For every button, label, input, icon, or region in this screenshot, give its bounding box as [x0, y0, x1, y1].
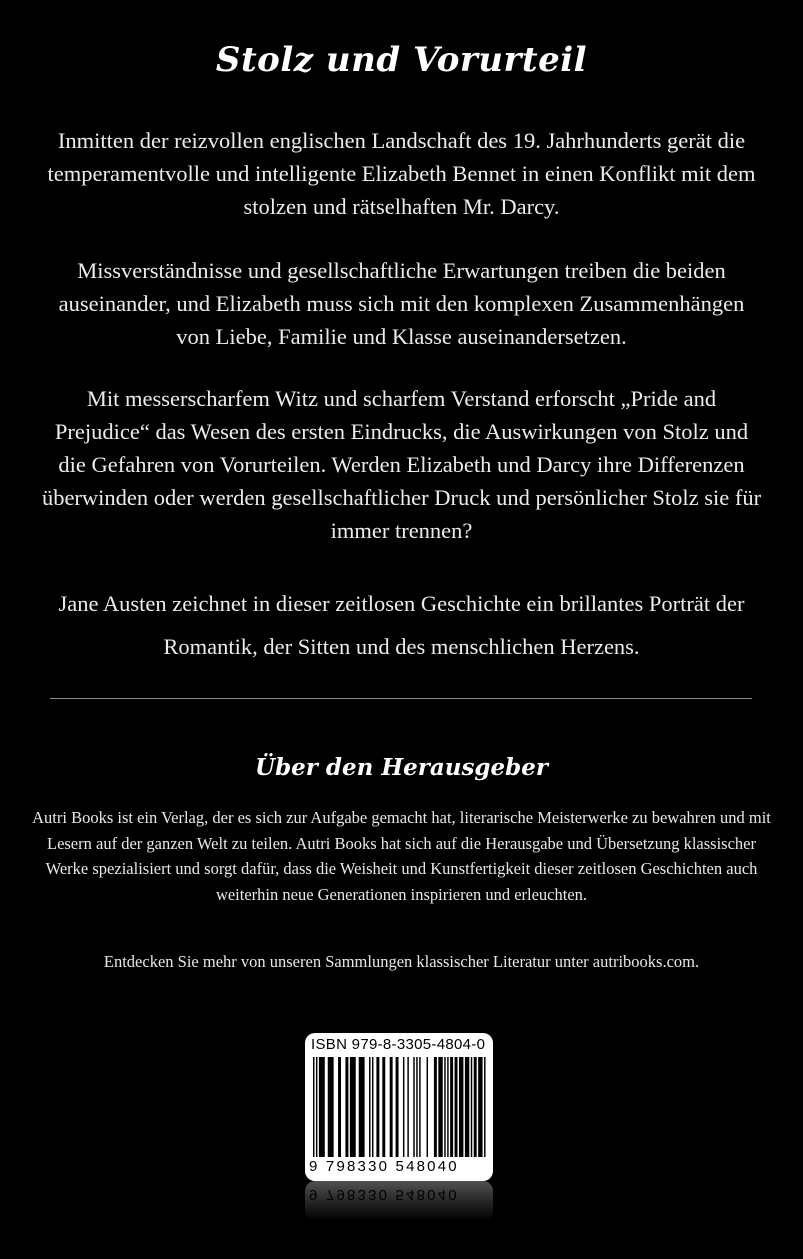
barcode-bar	[427, 1057, 428, 1157]
barcode-bar	[474, 1057, 477, 1157]
barcode-bar	[455, 1057, 458, 1157]
blurb-paragraph-1: Inmitten der reizvollen englischen Landschaft des 19. Jahrhunderts gerät die temperamentvolle und intelligente Elizabeth Bennet in einen Konflikt mit dem stolzen und rätselhaften Mr. Darcy.	[47, 128, 756, 219]
barcode-bar	[407, 1057, 408, 1157]
barcode-bar	[350, 1057, 356, 1157]
barcode-bar	[478, 1057, 482, 1157]
barcode-bar	[413, 1057, 414, 1157]
barcode-bar	[444, 1057, 445, 1157]
book-title: Stolz und Vorurteil	[215, 40, 588, 80]
barcode-reflection	[305, 1181, 493, 1221]
isbn-barcode	[305, 1033, 493, 1181]
barcode-bar	[434, 1057, 437, 1157]
reflection-digits: 9 798330 548040	[309, 1186, 459, 1203]
barcode-bars	[313, 1057, 487, 1157]
barcode-bar	[438, 1057, 442, 1157]
barcode-bar	[396, 1057, 399, 1157]
barcode-bar	[447, 1057, 448, 1157]
barcode-digits: 9 798330 548040	[309, 1158, 459, 1175]
barcode-bar	[359, 1057, 365, 1157]
barcode-bar	[471, 1057, 472, 1157]
barcode-bar	[403, 1057, 404, 1157]
barcode-bar	[328, 1057, 334, 1157]
barcode-bar	[369, 1057, 370, 1157]
publisher-paragraph-1: Autri Books ist ein Verlag, der es sich zur Aufgabe gemacht hat, literarische Meisterwerke zu bewahren und mit Lesern auf der ganzen Welt zu teilen. Autri Books hat sich auf die Herausgabe und Übersetzung klassischer Werke spezialisiert und sorgt dafür, dass die Weisheit und Kunstfertigkeit dieser zeitlosen Geschichten auch weiterhin neue Generationen inspirieren und erleuchten.	[32, 808, 771, 904]
blurb-paragraph-3: Mit messerscharfem Witz und scharfem Verstand erforscht „Pride and Prejudice“ das Wesen des ersten Eindrucks, die Auswirkungen von Stolz und die Gefahren von Vorurteilen. Werden Elizabeth und Darcy ihre Differenzen überwinden oder werden gesellschaftlicher Druck und persönlicher Stolz sie für immer trennen?	[41, 386, 762, 543]
barcode-bar	[313, 1057, 314, 1157]
isbn-label: ISBN 979-8-3305-4804-0	[311, 1036, 486, 1053]
barcode-bar	[459, 1057, 463, 1157]
barcode-bar	[484, 1057, 485, 1157]
barcode-bar	[376, 1057, 379, 1157]
publisher-paragraph-2: Entdecken Sie mehr von unseren Sammlungen klassischer Literatur unter autribooks.com.	[103, 952, 700, 971]
publisher-heading: Über den Herausgeber	[255, 754, 548, 781]
barcode-bar	[382, 1057, 385, 1157]
barcode-bar	[345, 1057, 348, 1157]
barcode-bar	[416, 1057, 417, 1157]
barcode-bar	[319, 1057, 325, 1157]
blurb-paragraph-2: Missverständnisse und gesellschaftliche Erwartungen treiben die beiden auseinander, und Elizabeth muss sich mit den komplexen Zusammenhängen von Liebe, Familie und Klasse auseinandersetzen.	[58, 258, 745, 349]
barcode-bar	[419, 1057, 420, 1157]
barcode-bar	[390, 1057, 393, 1157]
barcode-bar	[372, 1057, 373, 1157]
barcode-bar	[338, 1057, 341, 1157]
barcode-bar	[450, 1057, 453, 1157]
barcode-bar	[465, 1057, 469, 1157]
section-divider	[50, 698, 752, 699]
blurb-paragraph-4: Jane Austen zeichnet in dieser zeitlosen Geschichte ein brillantes Porträt der Romantik, der Sitten und des menschlichen Herzens.	[58, 591, 745, 659]
barcode-bar	[316, 1057, 317, 1157]
